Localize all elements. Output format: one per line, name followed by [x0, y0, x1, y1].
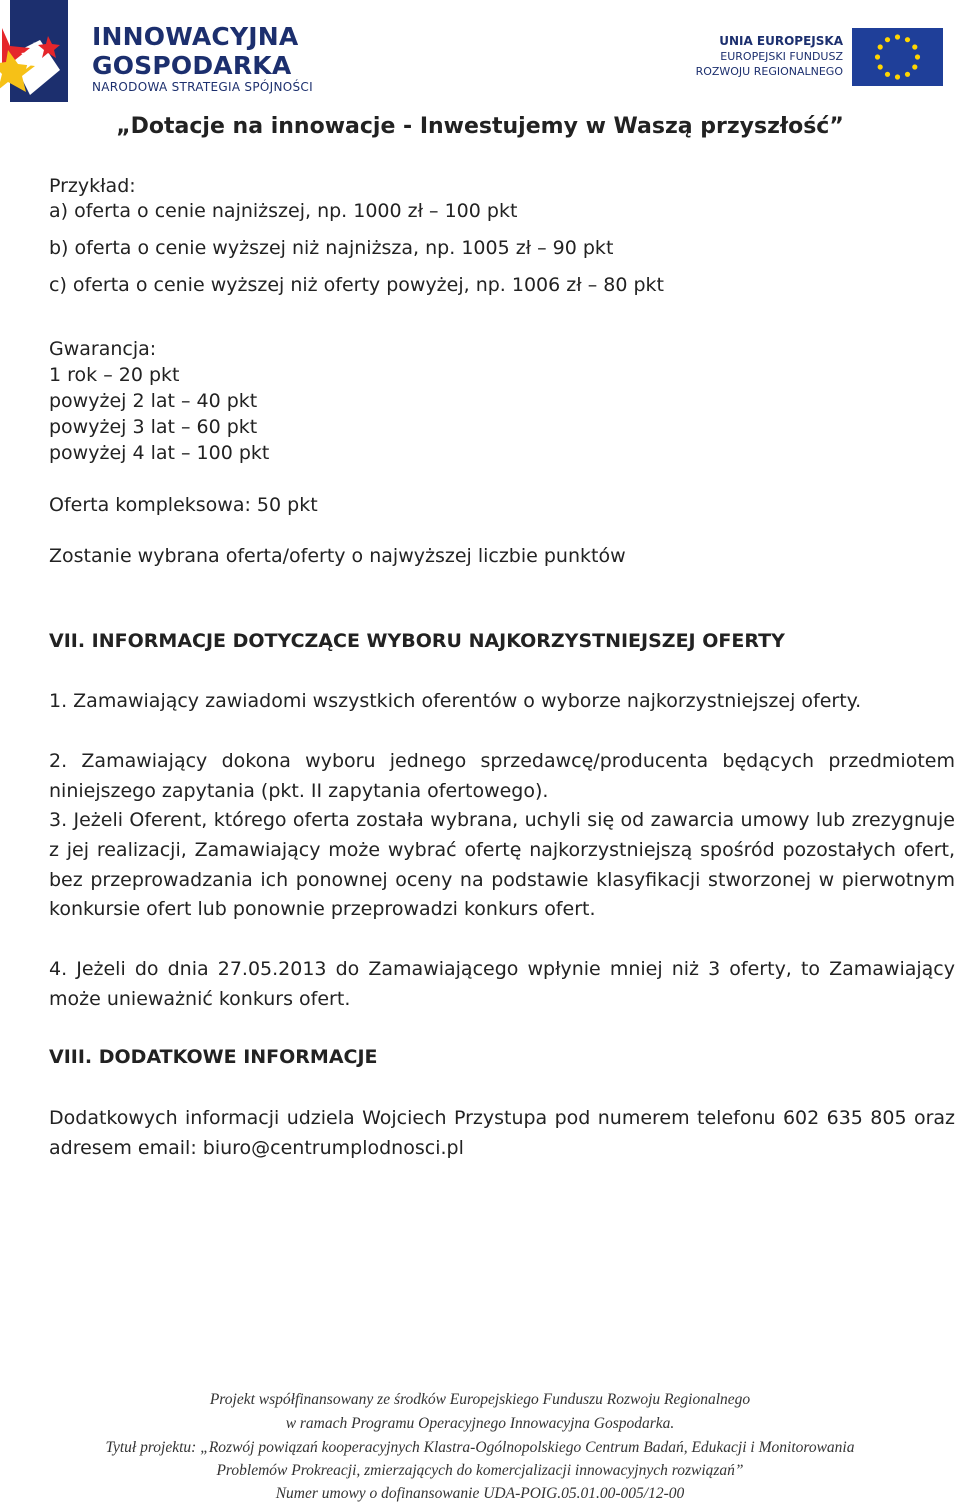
eu-logo — [690, 24, 946, 86]
selection-note: Zostanie wybrana oferta/oferty o najwyższej liczbie punktów — [49, 545, 626, 567]
section-7-heading: VII. INFORMACJE DOTYCZĄCE WYBORU NAJKORZYSTNIEJSZEJ OFERTY — [49, 630, 785, 652]
eu-logo-line1: UNIA EUROPEJSKA — [719, 34, 843, 48]
eu-logo-line2: EUROPEJSKI FUNDUSZ — [720, 50, 843, 63]
logo-text-line3: NARODOWA STRATEGIA SPÓJNOŚCI — [92, 80, 313, 94]
example-label: Przykład: — [49, 175, 136, 197]
warranty-item: powyżej 4 lat – 100 pkt — [49, 442, 270, 464]
logo-text-line1: INNOWACYJNA — [92, 22, 299, 51]
eu-flag-icon — [852, 28, 943, 86]
example-item-b: b) oferta o cenie wyższej niż najniższa, np. 1005 zł – 90 pkt — [49, 237, 614, 259]
footer-line: Tytuł projektu: „Rozwój powiązań kooperacyjnych Klastra-Ogólnopolskiego Centrum Badań, Edukacji i Monitorowania — [105, 1439, 855, 1456]
star-emblem-icon — [0, 0, 90, 102]
warranty-label: Gwarancja: — [49, 338, 157, 360]
warranty-item: powyżej 3 lat – 60 pkt — [49, 416, 258, 438]
additional-info-text: Dodatkowych informacji udziela Wojciech Przystupa pod numerem telefonu 602 635 805 oraz adresem email: biuro@centrumplodnosci.pl — [49, 1107, 955, 1159]
document-title: „Dotacje na innowacje - Inwestujemy w Waszą przyszłość” — [116, 114, 844, 139]
eu-logo-line3: ROZWOJU REGIONALNEGO — [695, 65, 843, 78]
section-7-item: 1. Zamawiający zawiadomi wszystkich oferentów o wyborze najkorzystniejszej oferty. — [49, 690, 862, 712]
footer-line: Numer umowy o dofinansowanie UDA-POIG.05.01.00-005/12-00 — [275, 1485, 685, 1502]
section-7-item: 2. Zamawiający dokona wyboru jednego sprzedawcę/producenta będących przedmiotem niniejszego zapytania (pkt. II zapytania ofertowego). — [49, 750, 955, 802]
innowacyjna-gospodarka-logo — [0, 0, 330, 102]
example-item-c: c) oferta o cenie wyższej niż oferty powyżej, np. 1006 zł – 80 pkt — [49, 274, 664, 296]
complex-offer-points: Oferta kompleksowa: 50 pkt — [49, 494, 318, 516]
logo-text-line2: GOSPODARKA — [92, 51, 292, 80]
footer-line: Problemów Prokreacji, zmierzających do komercjalizacji innowacyjnych rozwiązań” — [216, 1462, 744, 1479]
section-8-heading: VIII. DODATKOWE INFORMACJE — [49, 1046, 378, 1068]
warranty-item: 1 rok – 20 pkt — [49, 364, 180, 386]
section-7-item: 4. Jeżeli do dnia 27.05.2013 do Zamawiającego wpłynie mniej niż 3 oferty, to Zamawiający może unieważnić konkurs ofert. — [49, 958, 955, 1010]
footer-line: w ramach Programu Operacyjnego Innowacyjna Gospodarka. — [285, 1415, 675, 1432]
section-7-item: 3. Jeżeli Oferent, którego oferta została wybrana, uchyli się od zawarcia umowy lub zrezygnuje z jej realizacji, Zamawiający może wybrać ofertę najkorzystniejszą spośród pozostałych ofert, bez przeprowadzania ich ponownej oceny na podstawie klasyfikacji stworzonej w pierwotnym konkursie ofert lub ponownie przeprowadzi konkurs ofert. — [49, 809, 955, 921]
example-item-a: a) oferta o cenie najniższej, np. 1000 zł – 100 pkt — [49, 200, 518, 222]
warranty-item: powyżej 2 lat – 40 pkt — [49, 390, 258, 412]
footer-line: Projekt współfinansowany ze środków Europejskiego Funduszu Rozwoju Regionalnego — [209, 1391, 751, 1408]
